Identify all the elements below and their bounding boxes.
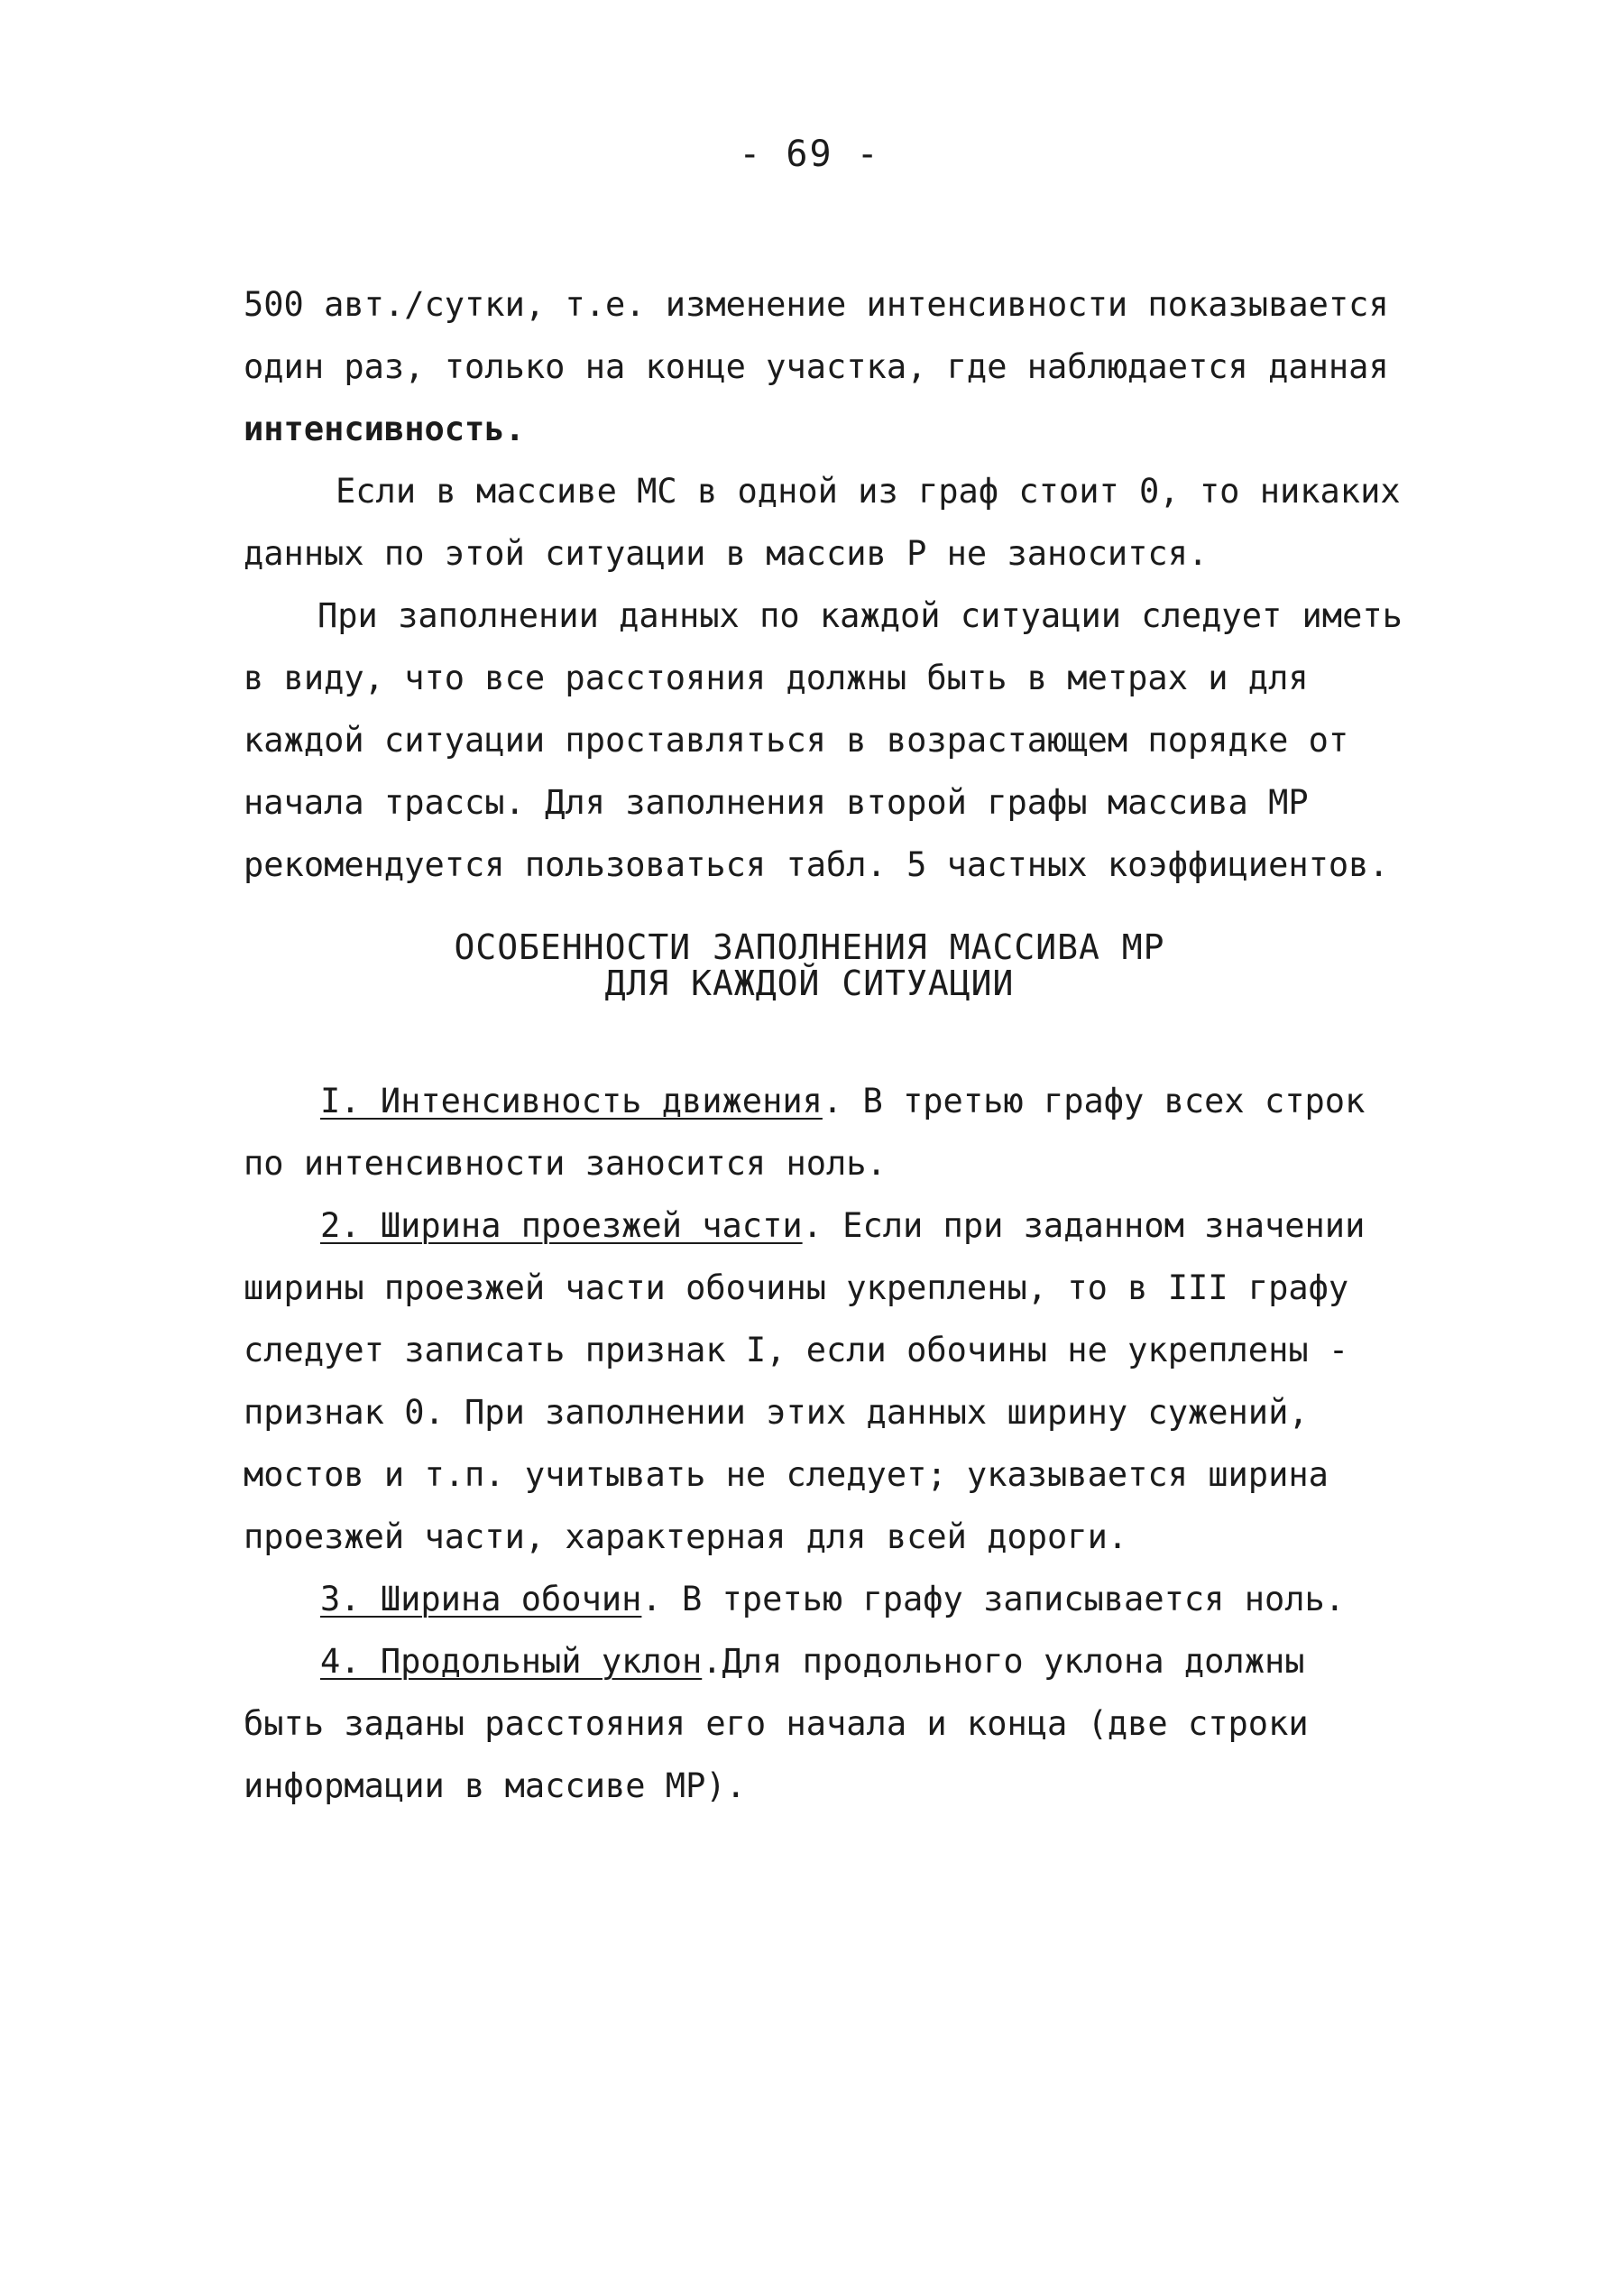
- item-shoulder-width: [320, 1580, 1345, 1619]
- item-title: I. Интенсивность движения: [320, 1082, 823, 1120]
- paragraph-line: начала трассы. Для заполнения второй графы массива МР: [244, 783, 1309, 822]
- paragraph-line: признак 0. При заполнении этих данных ширину сужений,: [244, 1393, 1309, 1432]
- paragraph-line: один раз, только на конце участка, где наблюдается данная: [244, 347, 1389, 386]
- paragraph-line: по интенсивности заносится ноль.: [244, 1144, 887, 1183]
- paragraph-line: в виду, что все расстояния должны быть в метрах и для: [244, 659, 1309, 697]
- section-heading: ДЛЯ КАЖДОЙ СИТУАЦИИ: [604, 964, 1015, 1003]
- paragraph-line: При заполнении данных по каждой ситуации следует иметь: [317, 596, 1403, 635]
- item-text: . В третью графу записывается ноль.: [641, 1580, 1346, 1618]
- paragraph-line: быть заданы расстояния его начала и конца (две строки: [244, 1704, 1309, 1743]
- paragraph-line: проезжей части, характерная для всей дороги.: [244, 1517, 1128, 1556]
- paragraph-line: 500 авт./сутки, т.е. изменение интенсивности показывается: [244, 285, 1389, 324]
- paragraph-line: интенсивность.: [244, 410, 525, 448]
- item-longitudinal-slope: [320, 1642, 1305, 1682]
- paragraph-line: ширины проезжей части обочины укреплены, то в III графу: [244, 1268, 1349, 1307]
- paragraph-line: каждой ситуации проставляться в возрастающем порядке от: [244, 721, 1349, 760]
- item-title: 4. Продольный уклон: [320, 1642, 703, 1681]
- item-text: .Для продольного уклона должны: [702, 1642, 1305, 1681]
- paragraph-line: данных по этой ситуации в массив Р не заносится.: [244, 534, 1209, 573]
- item-title: 2. Ширина проезжей части: [320, 1206, 803, 1245]
- item-intensity: [320, 1082, 1365, 1121]
- item-text: . В третью графу всех строк: [822, 1082, 1366, 1120]
- paragraph-line: рекомендуется пользоваться табл. 5 частных коэффициентов.: [244, 845, 1389, 884]
- paragraph-line: следует записать признак I, если обочины не укреплены -: [244, 1331, 1349, 1369]
- paragraph-line: мостов и т.п. учитывать не следует; указывается ширина: [244, 1455, 1329, 1494]
- item-title: 3. Ширина обочин: [320, 1580, 642, 1618]
- paragraph-line: Если в массиве МС в одной из граф стоит 0, то никаких: [336, 472, 1401, 511]
- paragraph-line: информации в массиве МР).: [244, 1766, 746, 1805]
- page-number: - 69 -: [739, 134, 880, 175]
- item-road-width: [320, 1206, 1365, 1246]
- item-text: . Если при заданном значении: [802, 1206, 1366, 1245]
- section-heading: ОСОБЕННОСТИ ЗАПОЛНЕНИЯ МАССИВА МР: [454, 927, 1165, 967]
